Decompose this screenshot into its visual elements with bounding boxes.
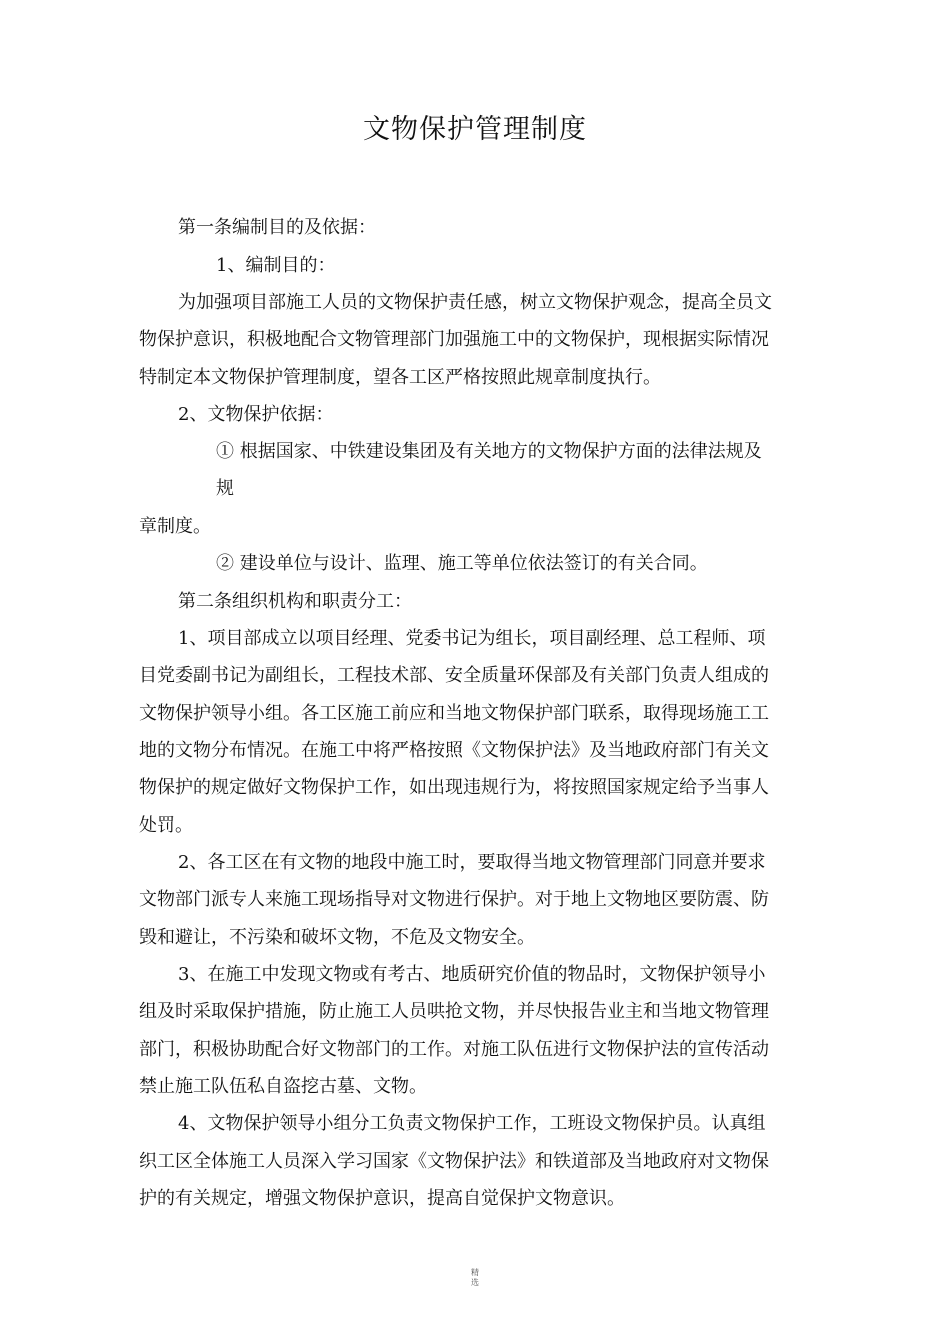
list-item-1: ① 根据国家、中铁建设集团及有关地方的文物保护方面的法律法规及 bbox=[216, 441, 762, 462]
section-1-heading: 1、编制目的： bbox=[216, 255, 336, 276]
paragraph-line: 物保护意识，积极地配合文物管理部门加强施工中的文物保护，现根据实际情况 bbox=[139, 329, 769, 350]
paragraph-line: 目党委副书记为副组长，工程技术部、安全质量环保部及有关部门负责人组成的 bbox=[139, 665, 769, 686]
list-item-2: ② 建设单位与设计、监理、施工等单位依法签订的有关合同。 bbox=[216, 553, 708, 574]
paragraph-line: 织工区全体施工人员深入学习国家《文物保护法》和铁道部及当地政府对文物保 bbox=[139, 1151, 769, 1172]
paragraph-line: 禁止施工队伍私自盗挖古墓、文物。 bbox=[139, 1076, 427, 1097]
paragraph-line: 为加强项目部施工人员的文物保护责任感，树立文物保护观念，提高全员文 bbox=[178, 292, 772, 313]
paragraph-line: 文物保护领导小组。各工区施工前应和当地文物保护部门联系，取得现场施工工 bbox=[139, 703, 769, 724]
paragraph-line: 3、在施工中发现文物或有考古、地质研究价值的物品时，文物保护领导小 bbox=[178, 964, 766, 985]
page-footer bbox=[0, 1268, 950, 1288]
page-title: 文物保护管理制度 bbox=[363, 114, 587, 145]
section-2-heading: 2、文物保护依据： bbox=[178, 404, 334, 425]
paragraph-line: 1、项目部成立以项目经理、党委书记为组长，项目副经理、总工程师、项 bbox=[178, 628, 766, 649]
paragraph-line: 组及时采取保护措施，防止施工人员哄抢文物，并尽快报告业主和当地文物管理 bbox=[139, 1001, 769, 1022]
list-item-1-wrap: 章制度。 bbox=[139, 516, 211, 537]
paragraph-line: 4、文物保护领导小组分工负责文物保护工作，工班设文物保护员。认真组 bbox=[178, 1113, 766, 1134]
list-item-1-wrap: 规 bbox=[216, 478, 234, 499]
paragraph-line: 护的有关规定，增强文物保护意识，提高自觉保护文物意识。 bbox=[139, 1188, 625, 1209]
paragraph-line: 毁和避让，不污染和破坏文物，不危及文物安全。 bbox=[139, 927, 535, 948]
paragraph-line: 特制定本文物保护管理制度，望各工区严格按照此规章制度执行。 bbox=[139, 367, 661, 388]
article-1-heading: 第一条编制目的及依据： bbox=[178, 217, 376, 238]
paragraph-line: 部门，积极协助配合好文物部门的工作。对施工队伍进行文物保护法的宣传活动 bbox=[139, 1039, 769, 1060]
paragraph-line: 处罚。 bbox=[139, 815, 193, 836]
footer-text: 精 bbox=[471, 1268, 479, 1277]
article-2-heading: 第二条组织机构和职责分工： bbox=[178, 591, 412, 612]
paragraph-line: 文物部门派专人来施工现场指导对文物进行保护。对于地上文物地区要防震、防 bbox=[139, 889, 769, 910]
paragraph-line: 物保护的规定做好文物保护工作，如出现违规行为，将按照国家规定给予当事人 bbox=[139, 777, 769, 798]
paragraph-line: 地的文物分布情况。在施工中将严格按照《文物保护法》及当地政府部门有关文 bbox=[139, 740, 769, 761]
paragraph-line: 2、各工区在有文物的地段中施工时，要取得当地文物管理部门同意并要求 bbox=[178, 852, 766, 873]
footer-text: 选 bbox=[471, 1278, 479, 1287]
